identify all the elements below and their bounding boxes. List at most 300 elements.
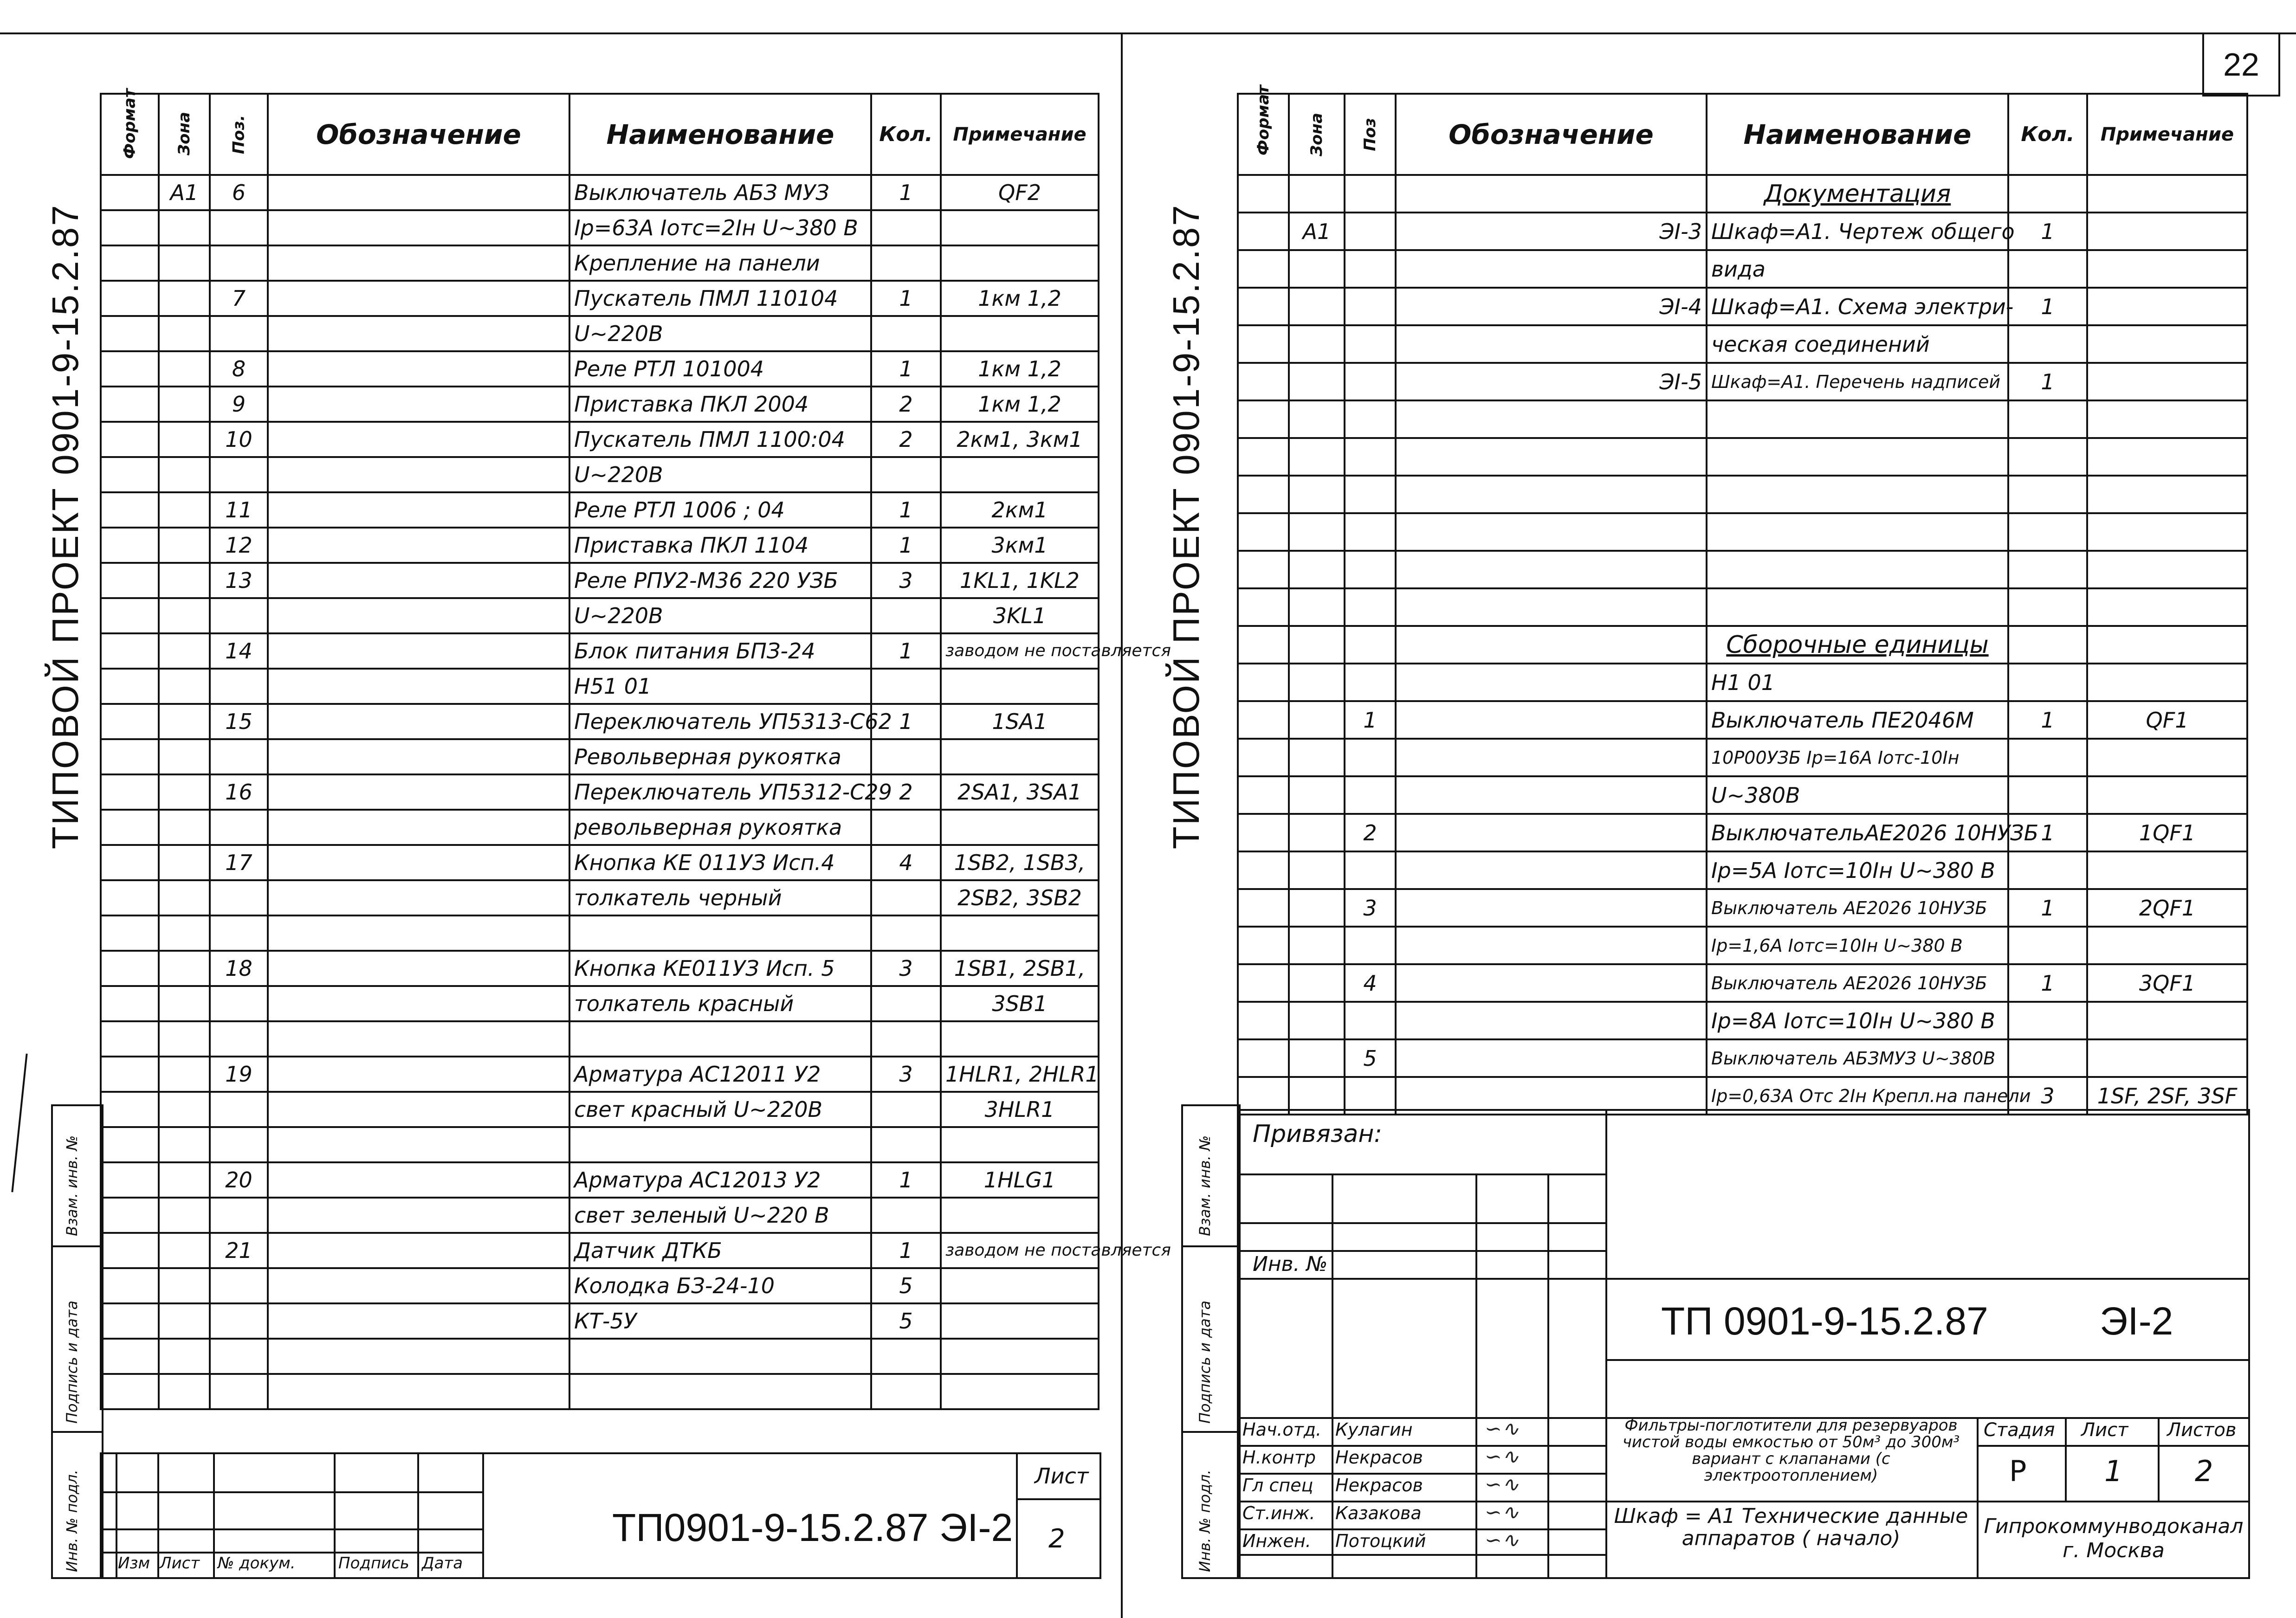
stamp-col-label: Лист xyxy=(160,1554,200,1573)
table-row xyxy=(1238,438,2247,476)
cell-qty: 1 xyxy=(871,1162,941,1198)
cell-zone xyxy=(159,281,210,316)
col-designation: Обозначение xyxy=(268,94,569,175)
cell-format xyxy=(101,1021,159,1057)
cell-desig xyxy=(1396,739,1707,776)
cell-format xyxy=(101,774,159,810)
cell-zone xyxy=(1289,814,1345,851)
cell-name: Документация xyxy=(1707,175,2008,213)
col-qty: Кол. xyxy=(2008,94,2087,175)
cell-pos: 10 xyxy=(210,422,268,457)
cell-desig xyxy=(268,351,569,387)
cell-qty: 1 xyxy=(2008,363,2087,400)
cell-format xyxy=(101,598,159,633)
cell-desig xyxy=(268,422,569,457)
cell-zone xyxy=(159,704,210,739)
cell-format xyxy=(1238,476,1289,513)
cell-format xyxy=(101,563,159,598)
cell-format xyxy=(101,316,159,351)
cell-name: Iр=8А Iотс=10Iн U~380 В xyxy=(1707,1002,2008,1039)
stamp-col-label: Изм xyxy=(118,1554,150,1573)
cell-pos xyxy=(210,210,268,245)
cell-note xyxy=(2087,288,2247,325)
table-row xyxy=(101,175,1099,210)
cell-name: Кнопка КЕ 011УЗ Исп.4 xyxy=(569,845,871,880)
cell-name: Револьверная рукоятка xyxy=(569,739,871,774)
cell-name xyxy=(1707,551,2008,588)
cell-pos xyxy=(1345,438,1396,476)
cell-pos xyxy=(210,1374,268,1409)
cell-desig xyxy=(268,704,569,739)
cell-format xyxy=(1238,551,1289,588)
table-row xyxy=(1238,626,2247,664)
cell-pos: 15 xyxy=(210,704,268,739)
side-cell: Подпись и дата xyxy=(53,1245,102,1433)
cell-note xyxy=(941,739,1099,774)
cell-pos: 1 xyxy=(1345,701,1396,739)
margin-mark xyxy=(11,1054,27,1193)
cell-desig xyxy=(268,1162,569,1198)
cell-note xyxy=(941,1021,1099,1057)
cell-format xyxy=(1238,213,1289,250)
table-row xyxy=(101,1057,1099,1092)
cell-qty xyxy=(2008,927,2087,964)
cell-name: Приставка ПКЛ 2004 xyxy=(569,387,871,422)
right-vertical-title xyxy=(1165,0,1208,849)
cell-desig xyxy=(268,492,569,528)
cell-format xyxy=(101,915,159,951)
cell-format xyxy=(101,633,159,669)
cell-note: 2км1, 3км1 xyxy=(941,422,1099,457)
cell-name: ВыключательАЕ2026 10НУЗБ xyxy=(1707,814,2008,851)
cell-note xyxy=(941,1339,1099,1374)
cell-pos: 5 xyxy=(1345,1039,1396,1077)
col-zone: Зона xyxy=(159,94,210,175)
cell-note xyxy=(941,1374,1099,1409)
table-row xyxy=(1238,213,2247,250)
signer-name: Казакова xyxy=(1335,1503,1422,1523)
cell-name xyxy=(569,1127,871,1162)
cell-zone xyxy=(159,457,210,492)
cell-note xyxy=(2087,213,2247,250)
sheet-value: 2 xyxy=(1048,1524,1065,1554)
cell-qty: 1 xyxy=(2008,889,2087,927)
cell-name: Крепление на панели xyxy=(569,245,871,281)
table-row xyxy=(101,422,1099,457)
table-row xyxy=(101,669,1099,704)
cell-name: Реле РПУ2-М36 220 УЗБ xyxy=(569,563,871,598)
cell-format xyxy=(101,245,159,281)
cell-format xyxy=(101,1374,159,1409)
cell-name: Шкаф=А1. Схема электри- xyxy=(1707,288,2008,325)
cell-note xyxy=(2087,1002,2247,1039)
cell-note xyxy=(941,1198,1099,1233)
cell-format xyxy=(101,210,159,245)
cell-desig xyxy=(1396,927,1707,964)
cell-desig xyxy=(268,1268,569,1303)
cell-format xyxy=(1238,175,1289,213)
organization: Гипрокоммунводоканал г. Москва xyxy=(1984,1515,2244,1562)
top-border xyxy=(0,32,2296,34)
cell-name: Колодка БЗ-24-10 xyxy=(569,1268,871,1303)
cell-name: 10Р00УЗБ Iр=16А Iотс-10Iн xyxy=(1707,739,2008,776)
cell-pos xyxy=(210,1198,268,1233)
center-divider xyxy=(1121,32,1123,1618)
cell-pos xyxy=(1345,626,1396,664)
cell-note: QF2 xyxy=(941,175,1099,210)
cell-zone xyxy=(1289,851,1345,889)
cell-desig xyxy=(1396,1002,1707,1039)
cell-pos xyxy=(1345,325,1396,363)
cell-pos: 17 xyxy=(210,845,268,880)
cell-desig: ЭI-4 xyxy=(1396,288,1707,325)
cell-format xyxy=(101,457,159,492)
cell-desig xyxy=(1396,1039,1707,1077)
cell-zone xyxy=(159,245,210,281)
cell-note: 1KL1, 1KL2 xyxy=(941,563,1099,598)
cell-note: 1HLR1, 2HLR1 xyxy=(941,1057,1099,1092)
right-side-strip xyxy=(1181,1104,1241,1579)
table-row xyxy=(1238,476,2247,513)
side-cell: Подпись и дата xyxy=(1183,1245,1239,1433)
cell-zone xyxy=(1289,776,1345,814)
table-row xyxy=(101,563,1099,598)
cell-name: Приставка ПКЛ 1104 xyxy=(569,528,871,563)
cell-note xyxy=(2087,513,2247,551)
cell-name: Выключатель ПЕ2046М xyxy=(1707,701,2008,739)
cell-qty xyxy=(871,1127,941,1162)
cell-qty: 4 xyxy=(871,845,941,880)
table-row xyxy=(101,492,1099,528)
cell-zone xyxy=(159,1162,210,1198)
cell-pos xyxy=(210,810,268,845)
side-cell: Инв. № подл. xyxy=(1183,1431,1239,1579)
cell-pos: 18 xyxy=(210,951,268,986)
cell-pos xyxy=(1345,551,1396,588)
cell-desig xyxy=(1396,964,1707,1002)
table-row xyxy=(101,281,1099,316)
table-row xyxy=(1238,513,2247,551)
cell-desig xyxy=(268,281,569,316)
table-row xyxy=(101,880,1099,915)
cell-name: Арматура АС12013 У2 xyxy=(569,1162,871,1198)
cell-qty xyxy=(2008,664,2087,701)
cell-zone xyxy=(159,1303,210,1339)
cell-qty: 2 xyxy=(871,774,941,810)
cell-pos: 19 xyxy=(210,1057,268,1092)
left-side-strip xyxy=(51,1104,103,1579)
table-row xyxy=(1238,814,2247,851)
linked-label: Привязан: xyxy=(1253,1120,1382,1148)
cell-note: QF1 xyxy=(2087,701,2247,739)
cell-qty xyxy=(871,1374,941,1409)
cell-format xyxy=(1238,1039,1289,1077)
cell-pos: 6 xyxy=(210,175,268,210)
cell-pos: 21 xyxy=(210,1233,268,1268)
signature-scribble: ∽∿ xyxy=(1485,1473,1519,1496)
cell-desig xyxy=(1396,588,1707,626)
cell-name xyxy=(1707,513,2008,551)
project-title: ТИПОВОЙ ПРОЕКТ 0901-9-15.2.87 xyxy=(45,204,86,849)
cell-pos xyxy=(1345,288,1396,325)
cell-zone xyxy=(159,528,210,563)
cell-desig xyxy=(268,1127,569,1162)
cell-format xyxy=(101,1162,159,1198)
table-row xyxy=(101,387,1099,422)
cell-zone xyxy=(1289,1002,1345,1039)
cell-note xyxy=(2087,175,2247,213)
cell-pos xyxy=(210,915,268,951)
cell-pos xyxy=(210,880,268,915)
cell-qty xyxy=(871,810,941,845)
signature-scribble: ∽∿ xyxy=(1485,1501,1519,1524)
cell-qty: 1 xyxy=(2008,814,2087,851)
cell-desig xyxy=(268,563,569,598)
cell-qty xyxy=(2008,776,2087,814)
cell-pos xyxy=(1345,927,1396,964)
cell-desig: ЭI-3 xyxy=(1396,213,1707,250)
cell-format xyxy=(1238,664,1289,701)
cell-pos xyxy=(1345,250,1396,288)
table-row xyxy=(101,1127,1099,1162)
sheets-value: 2 xyxy=(2195,1454,2213,1488)
cell-qty xyxy=(871,316,941,351)
cell-desig xyxy=(1396,701,1707,739)
cell-note: 3KL1 xyxy=(941,598,1099,633)
cell-format xyxy=(1238,250,1289,288)
cell-qty xyxy=(871,1092,941,1127)
cell-pos xyxy=(210,739,268,774)
cell-pos: 9 xyxy=(210,387,268,422)
cell-note: 1HLG1 xyxy=(941,1162,1099,1198)
cell-format xyxy=(101,1057,159,1092)
cell-desig xyxy=(268,1233,569,1268)
table-row xyxy=(101,316,1099,351)
table-row xyxy=(101,1233,1099,1268)
cell-zone xyxy=(159,845,210,880)
cell-pos xyxy=(210,669,268,704)
cell-zone xyxy=(159,1198,210,1233)
cell-pos xyxy=(1345,363,1396,400)
cell-pos: 7 xyxy=(210,281,268,316)
cell-desig xyxy=(1396,889,1707,927)
cell-name: Шкаф=А1. Чертеж общего xyxy=(1707,213,2008,250)
table-row xyxy=(1238,175,2247,213)
table-row xyxy=(101,210,1099,245)
cell-note: 2SB2, 3SB2 xyxy=(941,880,1099,915)
cell-desig xyxy=(1396,626,1707,664)
cell-zone: A1 xyxy=(159,175,210,210)
cell-desig xyxy=(1396,551,1707,588)
sheet-number-box xyxy=(2202,32,2280,97)
cell-zone xyxy=(159,387,210,422)
col-pos: Поз. xyxy=(210,94,268,175)
cell-note xyxy=(2087,851,2247,889)
cell-note xyxy=(941,210,1099,245)
cell-format xyxy=(101,1092,159,1127)
cell-desig xyxy=(268,1021,569,1057)
cell-format xyxy=(101,1268,159,1303)
cell-format xyxy=(101,704,159,739)
cell-name: Шкаф=А1. Перечень надписей xyxy=(1707,363,2008,400)
cell-zone xyxy=(1289,701,1345,739)
cell-qty: 1 xyxy=(871,175,941,210)
sheet-label: Лист xyxy=(1035,1463,1089,1489)
cell-pos xyxy=(1345,400,1396,438)
table-row xyxy=(1238,1002,2247,1039)
cell-name: Выключатель АЕ2026 10НУЗБ xyxy=(1707,889,2008,927)
cell-zone xyxy=(159,986,210,1021)
signer-name: Потоцкий xyxy=(1335,1531,1426,1551)
cell-pos xyxy=(210,598,268,633)
cell-name: Переключатель УП5313-С62 xyxy=(569,704,871,739)
cell-note xyxy=(941,1303,1099,1339)
cell-note xyxy=(941,810,1099,845)
cell-desig xyxy=(1396,851,1707,889)
signer-name: Кулагин xyxy=(1335,1419,1413,1440)
cell-pos xyxy=(210,1092,268,1127)
cell-name: U~220В xyxy=(569,457,871,492)
cell-qty: 1 xyxy=(871,351,941,387)
cell-format xyxy=(101,351,159,387)
table-row xyxy=(1238,250,2247,288)
cell-pos xyxy=(210,1021,268,1057)
cell-pos xyxy=(210,245,268,281)
cell-pos xyxy=(1345,175,1396,213)
col-pos: Поз xyxy=(1345,94,1396,175)
cell-name: U~380В xyxy=(1707,776,2008,814)
cell-name: Пускатель ПМЛ 110104 xyxy=(569,281,871,316)
left-doc-code: ТП0901-9-15.2.87 ЭI-2 xyxy=(612,1506,1013,1549)
cell-qty xyxy=(871,1339,941,1374)
cell-format xyxy=(101,281,159,316)
cell-qty: 3 xyxy=(2008,1077,2087,1115)
side-cell: Взам. инв. № xyxy=(63,1135,81,1236)
cell-name: Iр=0,63А Отс 2Iн Крепл.на панели xyxy=(1707,1077,2008,1115)
cell-desig xyxy=(268,1198,569,1233)
table-row xyxy=(1238,1039,2247,1077)
table-row xyxy=(1238,400,2247,438)
stamp-col-label: № докум. xyxy=(218,1554,296,1573)
cell-zone: A1 xyxy=(1289,213,1345,250)
table-row xyxy=(1238,739,2247,776)
cell-pos xyxy=(210,1268,268,1303)
cell-zone xyxy=(1289,739,1345,776)
cell-name: ческая соединений xyxy=(1707,325,2008,363)
cell-note: 1SA1 xyxy=(941,704,1099,739)
cell-qty xyxy=(2008,1039,2087,1077)
table-row xyxy=(101,774,1099,810)
cell-zone xyxy=(1289,664,1345,701)
col-designation: Обозначение xyxy=(1396,94,1707,175)
cell-desig xyxy=(268,880,569,915)
table-row xyxy=(1238,776,2247,814)
side-cell: Инв. № подл. xyxy=(53,1431,102,1579)
cell-pos xyxy=(1345,851,1396,889)
cell-desig xyxy=(268,810,569,845)
cell-format xyxy=(101,739,159,774)
col-name: Наименование xyxy=(569,94,871,175)
cell-qty xyxy=(871,669,941,704)
cell-format xyxy=(1238,325,1289,363)
col-name: Наименование xyxy=(1707,94,2008,175)
signer-name: Некрасов xyxy=(1335,1475,1423,1496)
cell-name: свет зеленый U~220 В xyxy=(569,1198,871,1233)
cell-pos xyxy=(1345,664,1396,701)
cell-note: 1QF1 xyxy=(2087,814,2247,851)
cell-pos: 4 xyxy=(1345,964,1396,1002)
cell-qty: 5 xyxy=(871,1268,941,1303)
cell-pos xyxy=(210,986,268,1021)
cell-format xyxy=(1238,889,1289,927)
cell-note xyxy=(2087,400,2247,438)
cell-zone xyxy=(1289,175,1345,213)
cell-name: Блок питания БПЗ-24 xyxy=(569,633,871,669)
cell-name: Переключатель УП5312-С29 xyxy=(569,774,871,810)
cell-note: 2SA1, 3SA1 xyxy=(941,774,1099,810)
cell-qty xyxy=(2008,513,2087,551)
cell-name: Датчик ДТКБ xyxy=(569,1233,871,1268)
cell-desig xyxy=(1396,776,1707,814)
stamp-col-label: Подпись xyxy=(338,1554,409,1573)
cell-qty: 1 xyxy=(2008,213,2087,250)
cell-pos: 20 xyxy=(210,1162,268,1198)
cell-format xyxy=(101,1303,159,1339)
cell-note xyxy=(941,669,1099,704)
cell-zone xyxy=(159,880,210,915)
cell-desig xyxy=(1396,814,1707,851)
cell-format xyxy=(101,1198,159,1233)
cell-zone xyxy=(1289,363,1345,400)
cell-desig xyxy=(268,845,569,880)
cell-name xyxy=(1707,588,2008,626)
table-row xyxy=(101,633,1099,669)
cell-format xyxy=(1238,776,1289,814)
cell-name: свет красный U~220В xyxy=(569,1092,871,1127)
cell-desig xyxy=(268,951,569,986)
cell-format xyxy=(101,175,159,210)
col-format: Формат xyxy=(101,94,159,175)
cell-name: револьверная рукоятка xyxy=(569,810,871,845)
table-row xyxy=(101,951,1099,986)
table-row xyxy=(101,1268,1099,1303)
sheet-label: Лист xyxy=(2081,1419,2128,1441)
cell-name: вида xyxy=(1707,250,2008,288)
cell-format xyxy=(101,387,159,422)
cell-format xyxy=(1238,927,1289,964)
cell-zone xyxy=(159,1021,210,1057)
cell-desig xyxy=(268,1303,569,1339)
cell-name xyxy=(569,1339,871,1374)
cell-zone xyxy=(159,810,210,845)
cell-note: 1км 1,2 xyxy=(941,281,1099,316)
cell-desig xyxy=(268,739,569,774)
table-row xyxy=(101,245,1099,281)
cell-pos xyxy=(1345,513,1396,551)
sheet-number: 22 xyxy=(2223,46,2259,83)
cell-format xyxy=(101,951,159,986)
cell-qty xyxy=(871,1021,941,1057)
cell-zone xyxy=(159,633,210,669)
signer-role: Ст.инж. xyxy=(1242,1503,1315,1523)
cell-format xyxy=(1238,851,1289,889)
cell-desig xyxy=(268,1092,569,1127)
cell-format xyxy=(1238,626,1289,664)
cell-name: Н51 01 xyxy=(569,669,871,704)
cell-desig xyxy=(1396,664,1707,701)
cell-pos xyxy=(210,1303,268,1339)
cell-note xyxy=(941,316,1099,351)
